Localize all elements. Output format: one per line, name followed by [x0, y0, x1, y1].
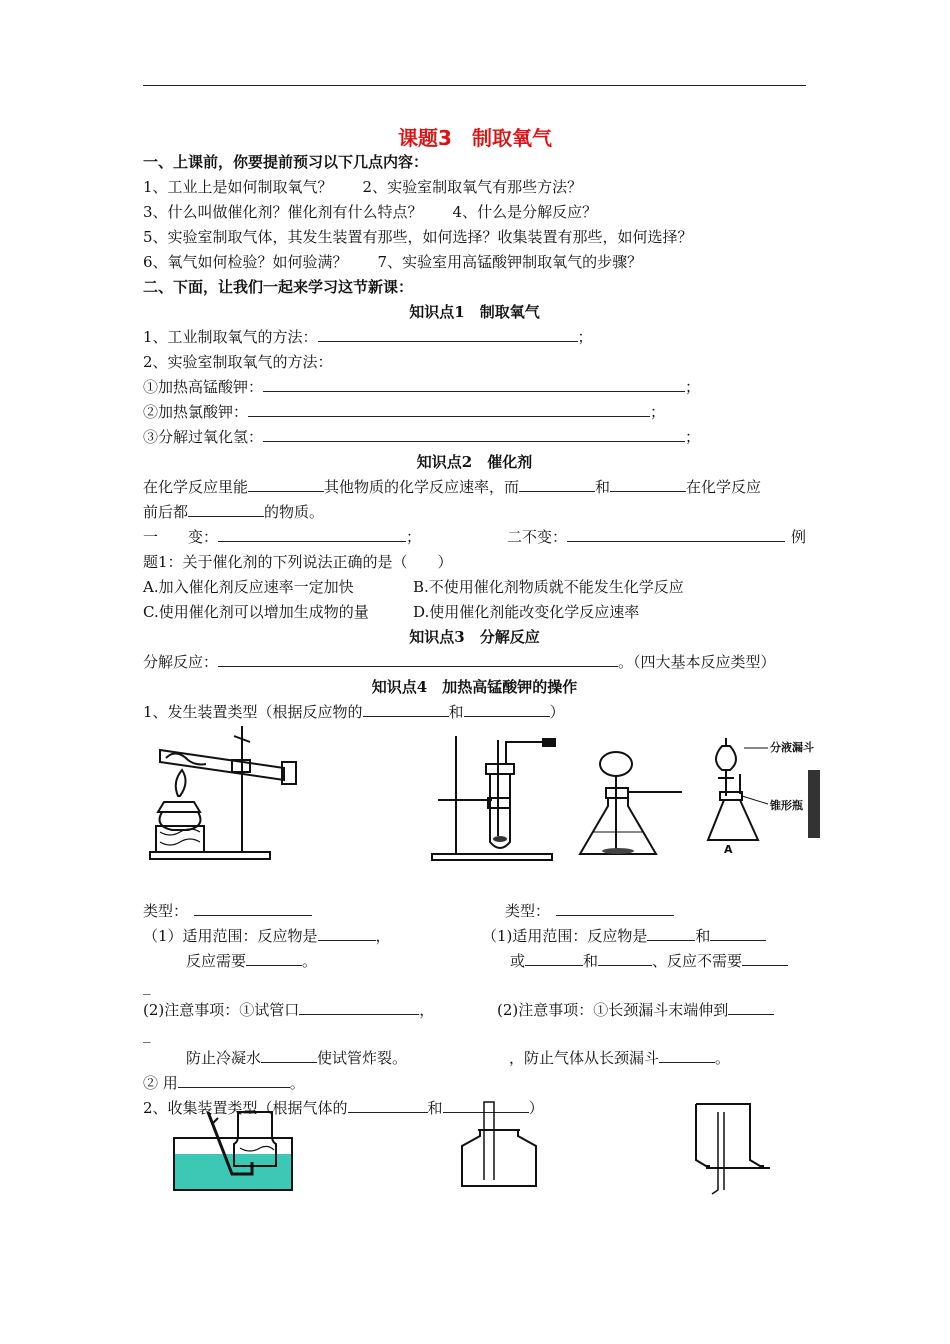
answer-blank[interactable]: [261, 1048, 317, 1063]
dash-mark: _: [143, 1025, 151, 1043]
upward-air-displacement-drawing: [460, 1100, 550, 1192]
text-fragment: 2、收集装置类型（根据气体的: [143, 1099, 348, 1117]
text-fragment: 的物质。: [264, 503, 325, 521]
method-h2o2-label: ③分解过氧化氢：: [143, 428, 264, 446]
catalyst-definition-line-2: [143, 502, 324, 522]
left-scope-line: [143, 926, 391, 946]
test-tube-funnel-drawing: [430, 732, 560, 864]
text-fragment: 和: [448, 703, 464, 721]
answer-blank[interactable]: [194, 901, 312, 916]
answer-blank[interactable]: [464, 702, 550, 717]
text-fragment: 在化学反应: [686, 478, 762, 496]
answer-blank[interactable]: [525, 951, 583, 966]
text-fragment: 使试管炸裂。: [317, 1049, 408, 1067]
preview-question-2: 3、什么叫做催化剂？催化剂有什么特点？ 4、什么是分解反应？: [143, 203, 598, 221]
answer-blank[interactable]: [647, 926, 695, 941]
method-kclo3-label: ②加热氯酸钾：: [143, 403, 249, 421]
preview-question-4: 6、氧气如何检验？如何验满？ 7、实验室用高锰酸钾制取氧气的步骤？: [143, 253, 643, 271]
text-fragment: 、反应不需要: [652, 952, 743, 970]
method-kmno4-label: ①加热高锰酸钾：: [143, 378, 264, 396]
text-fragment: (2)注意事项：①长颈漏斗末端伸到: [497, 1001, 729, 1019]
text-fragment: 。: [302, 952, 318, 970]
text-fragment: （1）适用范围：反应物是: [143, 927, 318, 945]
downward-air-displacement-drawing: [692, 1100, 782, 1196]
punctuation: ；: [650, 403, 666, 421]
answer-blank[interactable]: [556, 901, 674, 916]
text-fragment: 防止冷凝水: [186, 1049, 262, 1067]
text-fragment: 二不变：: [507, 528, 568, 546]
preview-question-3: 5、实验室制取气体，其发生装置有那些，如何选择？收集装置有那些，如何选择？: [143, 228, 693, 246]
section1-heading: 一、上课前，你要提前预习以下几点内容：: [143, 153, 429, 171]
answer-blank[interactable]: [218, 652, 618, 667]
text-fragment: 其他物质的化学反应速率，而: [324, 478, 520, 496]
punctuation: ；: [406, 528, 422, 546]
page-title: 课题3 制取氧气: [398, 126, 552, 150]
section2-heading: 二、下面，让我们一起来学习这节新课：: [143, 278, 414, 296]
two-unchanged-label: [507, 527, 785, 547]
knowledge-point-2-title: 知识点2 催化剂: [416, 453, 533, 471]
left-notes-line-1: [143, 1000, 434, 1020]
method-kclo3-line: [143, 402, 665, 422]
left-notes-line-3: [143, 1073, 305, 1093]
answer-blank[interactable]: [188, 502, 264, 517]
answer-blank[interactable]: [248, 402, 650, 417]
answer-blank[interactable]: [318, 327, 578, 342]
water-displacement-drawing: [172, 1108, 302, 1192]
knowledge-point-1-title: 知识点1 制取氧气: [409, 303, 540, 321]
right-need-line: [510, 951, 788, 971]
text-fragment: 和: [595, 478, 611, 496]
answer-blank[interactable]: [348, 1098, 428, 1113]
answer-blank[interactable]: [263, 377, 685, 392]
answer-blank[interactable]: [218, 527, 406, 542]
answer-blank[interactable]: [728, 1000, 774, 1015]
answer-blank[interactable]: [742, 951, 788, 966]
text-fragment: 类型：: [143, 902, 189, 920]
dash-mark: _: [143, 977, 151, 995]
answer-blank[interactable]: [318, 926, 376, 941]
conical-flask-funnel-drawing: [578, 750, 688, 862]
option-c: C.使用催化剂可以增加生成物的量: [143, 603, 369, 621]
text-fragment: （1)适用范围：反应物是: [482, 927, 648, 945]
figure-a-label: A: [724, 843, 733, 856]
text-fragment: (2)注意事项：①试管口: [143, 1001, 300, 1019]
text-fragment: 。: [715, 1049, 731, 1067]
answer-blank[interactable]: [263, 427, 685, 442]
answer-blank[interactable]: [659, 1048, 715, 1063]
example-question: 题1：关于催化剂的下列说法正确的是（ ）: [143, 553, 453, 571]
answer-blank[interactable]: [519, 477, 595, 492]
answer-blank[interactable]: [610, 477, 686, 492]
separatory-funnel-label: 分液漏斗: [770, 741, 814, 754]
answer-blank[interactable]: [363, 702, 449, 717]
option-b: B.不使用催化剂物质就不能发生化学反应: [413, 578, 684, 596]
punctuation: ；: [685, 428, 701, 446]
text-fragment: ② 用: [143, 1074, 178, 1092]
answer-blank[interactable]: [710, 926, 766, 941]
heating-apparatus-drawing: [146, 720, 306, 862]
decomposition-line: [143, 652, 776, 672]
answer-blank[interactable]: [178, 1073, 290, 1088]
answer-blank[interactable]: [598, 951, 652, 966]
text-fragment: 前后都: [143, 503, 189, 521]
text-fragment: ，: [375, 927, 391, 945]
left-notes-line-2: [186, 1048, 407, 1068]
answer-blank[interactable]: [299, 1000, 419, 1015]
catalyst-definition-line-1: [143, 477, 761, 497]
text-fragment: 在化学反应里能: [143, 478, 249, 496]
option-a: A.加入催化剂反应速率一定加快: [143, 578, 354, 596]
right-scope-line: [482, 926, 766, 946]
header-rule: [143, 85, 806, 86]
text-fragment: 和: [695, 927, 711, 945]
text-fragment: ，: [419, 1001, 435, 1019]
text-fragment: 。: [289, 1074, 305, 1092]
punctuation: ；: [577, 328, 593, 346]
conical-flask-label: 锥形瓶: [770, 799, 803, 812]
industrial-method-label: 1、工业制取氧气的方法：: [143, 328, 318, 346]
right-notes-line-1: [497, 1000, 774, 1020]
answer-blank[interactable]: [246, 951, 302, 966]
text-fragment: 和: [427, 1099, 443, 1117]
text-fragment: 类型：: [505, 902, 551, 920]
example-prefix: 例: [791, 528, 807, 546]
method-h2o2-line: [143, 427, 700, 447]
generator-type-line: [143, 702, 565, 722]
lab-method-label: 2、实验室制取氧气的方法：: [143, 353, 333, 371]
industrial-method-line: [143, 327, 593, 347]
left-type-line: [143, 901, 312, 921]
knowledge-point-3-title: 知识点3 分解反应: [409, 628, 540, 646]
text-fragment: ）: [549, 703, 565, 721]
left-need-line: [186, 951, 317, 971]
text-fragment: 和: [583, 952, 599, 970]
text-fragment: 一 变：: [143, 528, 219, 546]
text-fragment: 或: [510, 952, 526, 970]
punctuation: ；: [685, 378, 701, 396]
answer-blank[interactable]: [567, 527, 785, 542]
text-fragment: 反应需要: [186, 952, 247, 970]
knowledge-point-4-title: 知识点4 加热高锰酸钾的操作: [371, 678, 578, 696]
text-fragment: 。（四大基本反应类型）: [618, 653, 776, 671]
answer-blank[interactable]: [248, 477, 324, 492]
option-d: D.使用催化剂能改变化学反应速率: [413, 603, 640, 621]
text-fragment: ，防止气体从长颈漏斗: [509, 1049, 660, 1067]
text-fragment: ）: [528, 1099, 544, 1117]
one-change-label: [143, 527, 421, 547]
right-notes-line-2: [509, 1048, 730, 1068]
preview-question-1: 1、工业上是如何制取氧气？ 2、实验室制取氧气有那些方法？: [143, 178, 583, 196]
right-type-line: [505, 901, 674, 921]
text-fragment: 1、发生装置类型（根据反应物的: [143, 703, 363, 721]
text-fragment: 分解反应：: [143, 653, 219, 671]
method-kmno4-line: [143, 377, 700, 397]
